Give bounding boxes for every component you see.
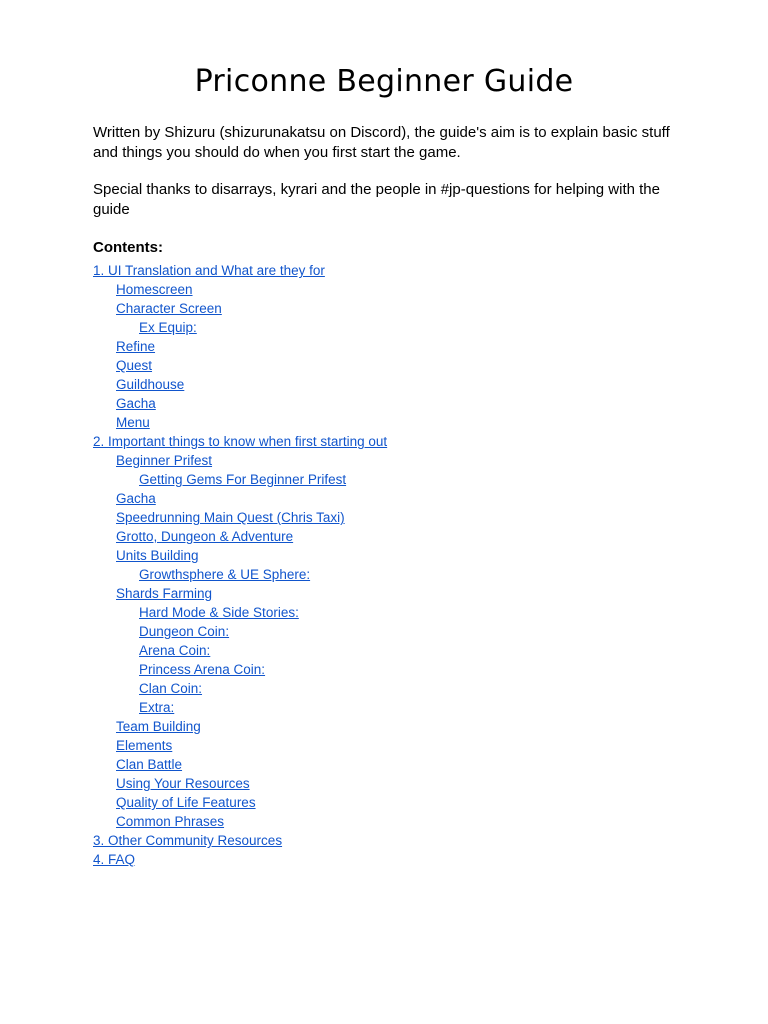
toc-link[interactable]: Grotto, Dungeon & Adventure [116, 529, 294, 544]
toc-link[interactable]: 3. Other Community Resources [93, 833, 283, 848]
toc-item [93, 755, 387, 774]
toc-item [93, 793, 387, 812]
toc-item [93, 565, 387, 584]
toc-link[interactable]: Quality of Life Features [116, 795, 256, 810]
toc-link[interactable]: 4. FAQ [93, 852, 136, 867]
toc-link[interactable]: Units Building [116, 548, 199, 563]
toc-item [93, 584, 387, 603]
toc-item [93, 394, 387, 413]
toc-item [93, 451, 387, 470]
toc-item [93, 717, 387, 736]
toc-link[interactable]: Quest [116, 358, 153, 373]
toc-item [93, 850, 387, 869]
toc-link[interactable]: Getting Gems For Beginner Prifest [139, 472, 347, 487]
toc-item [93, 489, 387, 508]
toc-item [93, 831, 387, 850]
toc-link[interactable]: Shards Farming [116, 586, 213, 601]
toc-link[interactable]: Beginner Prifest [116, 453, 213, 468]
toc-link[interactable]: Clan Coin: [139, 681, 203, 696]
toc-link[interactable]: Guildhouse [116, 377, 185, 392]
toc-link[interactable]: Refine [116, 339, 156, 354]
toc-link[interactable]: Team Building [116, 719, 201, 734]
toc-item [93, 527, 387, 546]
toc-item [93, 432, 387, 451]
toc-link[interactable]: 2. Important things to know when first starting out [93, 434, 388, 449]
toc-link[interactable]: Homescreen [116, 282, 193, 297]
toc-item [93, 641, 387, 660]
toc-item [93, 318, 387, 337]
toc-item [93, 660, 387, 679]
toc-item [93, 337, 387, 356]
toc-item [93, 375, 387, 394]
toc-link[interactable]: Character Screen [116, 301, 222, 316]
toc-link[interactable]: Growthsphere & UE Sphere: [139, 567, 311, 582]
document-title: Priconne Beginner Guide [194, 64, 574, 99]
toc-link[interactable]: Princess Arena Coin: [139, 662, 266, 677]
intro-paragraph: Written by Shizuru (shizurunakatsu on Discord), the guide's aim is to explain basic stuff and things you should do when you first start the game. [93, 124, 670, 161]
toc-link[interactable]: Gacha [116, 396, 156, 411]
toc-link[interactable]: Ex Equip: [139, 320, 197, 335]
toc-link[interactable]: 1. UI Translation and What are they for [93, 263, 325, 278]
toc-link[interactable]: Arena Coin: [139, 643, 211, 658]
toc-item [93, 736, 387, 755]
toc-item [93, 698, 387, 717]
toc-item [93, 356, 387, 375]
toc-item [93, 280, 387, 299]
toc-item [93, 470, 387, 489]
toc-link[interactable]: Menu [116, 415, 150, 430]
toc-link[interactable]: Hard Mode & Side Stories: [139, 605, 299, 620]
toc-item [93, 546, 387, 565]
toc-item [93, 261, 387, 280]
toc-link[interactable]: Common Phrases [116, 814, 225, 829]
toc-item [93, 603, 387, 622]
toc-item [93, 413, 387, 432]
toc-item [93, 508, 387, 527]
toc-link[interactable]: Extra: [139, 700, 175, 715]
toc-item [93, 299, 387, 318]
toc-item [93, 774, 387, 793]
toc-link[interactable]: Elements [116, 738, 173, 753]
toc-link[interactable]: Gacha [116, 491, 156, 506]
table-of-contents [93, 261, 387, 869]
toc-link[interactable]: Using Your Resources [116, 776, 250, 791]
thanks-paragraph: Special thanks to disarrays, kyrari and the people in #jp-questions for helping with the guide [93, 181, 660, 218]
toc-item [93, 812, 387, 831]
toc-item [93, 679, 387, 698]
toc-link[interactable]: Dungeon Coin: [139, 624, 230, 639]
toc-item [93, 622, 387, 641]
contents-heading: Contents: [93, 239, 163, 256]
toc-link[interactable]: Clan Battle [116, 757, 183, 772]
toc-link[interactable]: Speedrunning Main Quest (Chris Taxi) [116, 510, 345, 525]
